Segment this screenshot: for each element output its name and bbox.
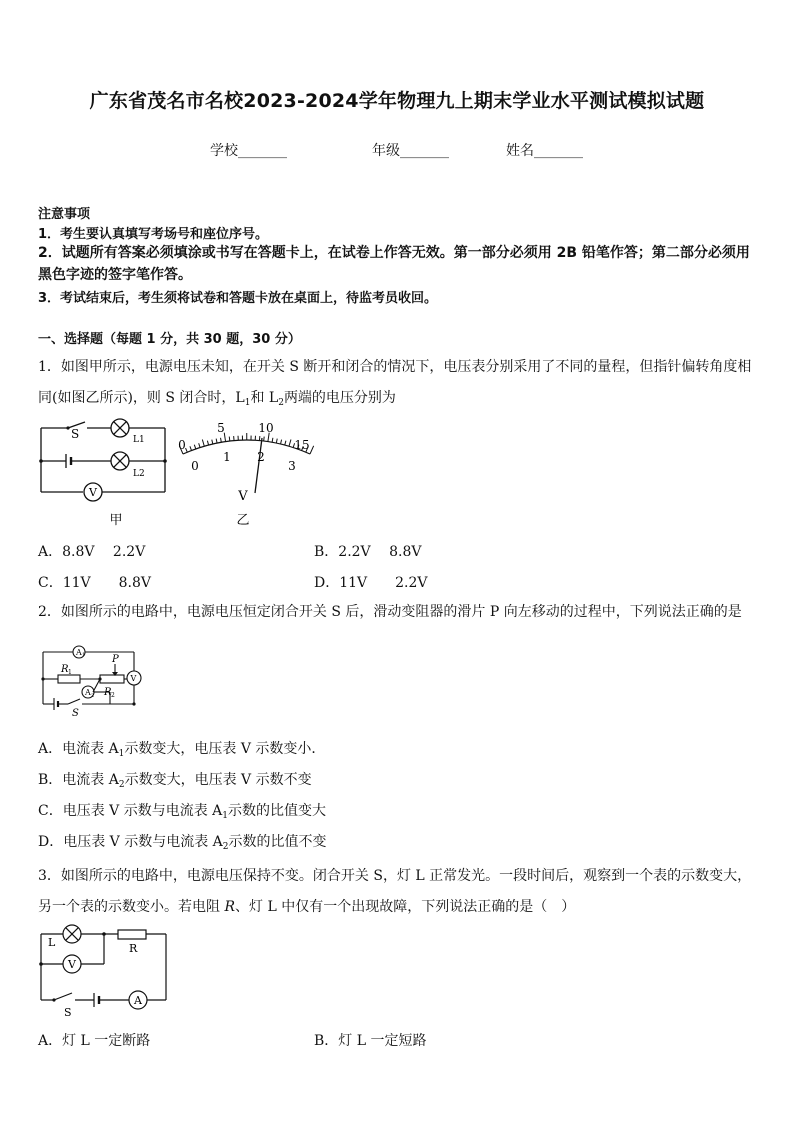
dial-bottom-label-2: 2: [257, 450, 265, 464]
dial-top-label-10: 10: [258, 421, 274, 435]
dial-tick: [281, 440, 282, 444]
switch-s-label: S: [72, 708, 79, 719]
q1-voltmeter-dial: [170, 418, 320, 530]
dial-tick: [272, 438, 273, 442]
q3-option-a[interactable]: A．灯 L 一定断路: [38, 1033, 151, 1049]
caption-yi: 乙: [236, 513, 250, 528]
caption-jia: 甲: [109, 513, 123, 528]
lamp-l2-label: L2: [133, 469, 145, 479]
notice-item-3: 3．考试结束后，考生须将试卷和答题卡放在桌面上，待监考员收回。: [38, 291, 438, 306]
dial-bottom-label-3: 3: [288, 459, 296, 473]
q3-option-b[interactable]: B．灯 L 一定短路: [314, 1033, 427, 1049]
q2-option-c[interactable]: C．电压表 V 示数与电流表 $A_1$示数的比值变大: [38, 803, 327, 821]
dial-bottom-label-0: 0: [191, 459, 199, 473]
resistor-r2-label: R: [104, 687, 112, 698]
resistor-r1-label: R: [61, 664, 69, 675]
q1-option-a[interactable]: A．8.8V 2.2V: [38, 544, 146, 560]
resistor-r2-sub: 2: [111, 692, 115, 699]
ammeter-a1-label: A: [76, 648, 82, 657]
switch-s-label: S: [64, 1006, 72, 1019]
dial-bottom-label-1: 1: [223, 450, 231, 464]
resistor-r1-sub: 1: [68, 669, 72, 676]
dial-tick: [276, 439, 277, 443]
dial-tick: [229, 437, 230, 441]
resistor-r-label: R: [129, 942, 138, 955]
question-3-text: 3．如图所示的电路中，电源电压保持不变。闭合开关 S，灯 L 正常发光。一段时间后，观察到一个表的示数变大，另一个表的示数变小。若电阻 R、灯 L 中仅有一个出现故障，下列说法正确的是（ ）: [38, 868, 752, 915]
dial-tick: [194, 445, 195, 449]
dial-tick: [202, 440, 204, 447]
dial-top-label-15: 15: [294, 438, 310, 452]
dial-v-label: V: [238, 489, 248, 504]
dial-tick: [207, 441, 208, 445]
q2-option-a[interactable]: A．电流表 $A_1$示数变大，电压表 V 示数变小．: [38, 741, 326, 759]
dial-top-label-5: 5: [217, 421, 225, 435]
ammeter-label: A: [134, 994, 142, 1007]
question-2-text: 2．如图所示的电路中，电源电压恒定闭合开关 S 后，滑动变阻器的滑片 P 向左移动的过程中，下列说法正确的是: [38, 604, 742, 620]
dial-tick: [221, 438, 222, 442]
notice-heading: 注意事项: [38, 207, 91, 222]
dial-tick: [216, 439, 217, 443]
ammeter-a1-sub: 1: [82, 652, 86, 658]
section-heading: 一、选择题（每题 1 分，共 30 题，30 分）: [38, 332, 301, 347]
dial-top-label-0: 0: [178, 438, 186, 452]
q2-option-d[interactable]: D．电压表 V 示数与电流表 $A_2$示数的比值不变: [38, 834, 327, 852]
q2-circuit: [38, 640, 148, 718]
dial-tick: [310, 446, 314, 454]
lamp-l1-label: L1: [133, 435, 145, 445]
page-title: 广东省茂名市名校2023-2024学年物理九上期末学业水平测试模拟试题: [89, 90, 705, 112]
dial-tick: [190, 446, 192, 450]
notice-item-2: 2．试题所有答案必须填涂或书写在答题卡上，在试卷上作答无效。第一部分必须用 2B 铅笔作答；第二部分必须用黑色字迹的签字笔作答。: [38, 245, 750, 283]
dial-tick: [212, 440, 213, 444]
question-1-text: 1．如图甲所示，电源电压未知，在开关 S 断开和闭合的情况下，电压表分别采用了不同的量程，但指针偏转角度相同(如图乙所示)，则 S 闭合时，$L_1$和 $L_2$两端的电压分别为: [38, 359, 752, 408]
dial-tick: [199, 443, 200, 447]
q1-option-d[interactable]: D．11V 2.2V: [314, 575, 428, 591]
q1-option-b[interactable]: B．2.2V 8.8V: [314, 544, 422, 560]
voltmeter-label: V: [89, 486, 97, 499]
q1-circuit-jia: [38, 418, 168, 530]
notice-item-1: 1．考生要认真填写考场号和座位序号。: [38, 227, 269, 242]
voltmeter-label: V: [130, 674, 137, 683]
dial-tick: [264, 437, 265, 441]
slider-p-label: P: [112, 654, 119, 665]
dial-tick: [289, 440, 291, 447]
q3-circuit: [38, 922, 173, 1018]
dial-tick: [285, 441, 286, 445]
switch-s-label: S: [71, 427, 80, 441]
q1-option-c[interactable]: C．11V 8.8V: [38, 575, 152, 591]
voltmeter-label: V: [68, 958, 76, 971]
ammeter-a2-label: A: [85, 688, 91, 697]
school-field: 学校_______: [210, 143, 287, 159]
ammeter-a2-sub: 2: [91, 693, 95, 699]
grade-field: 年级_______: [372, 143, 449, 159]
name-field: 姓名_______: [506, 143, 583, 159]
q2-option-b[interactable]: B．电流表 $A_2$示数变大，电压表 V 示数不变: [38, 772, 312, 790]
lamp-l-label: L: [48, 936, 56, 949]
